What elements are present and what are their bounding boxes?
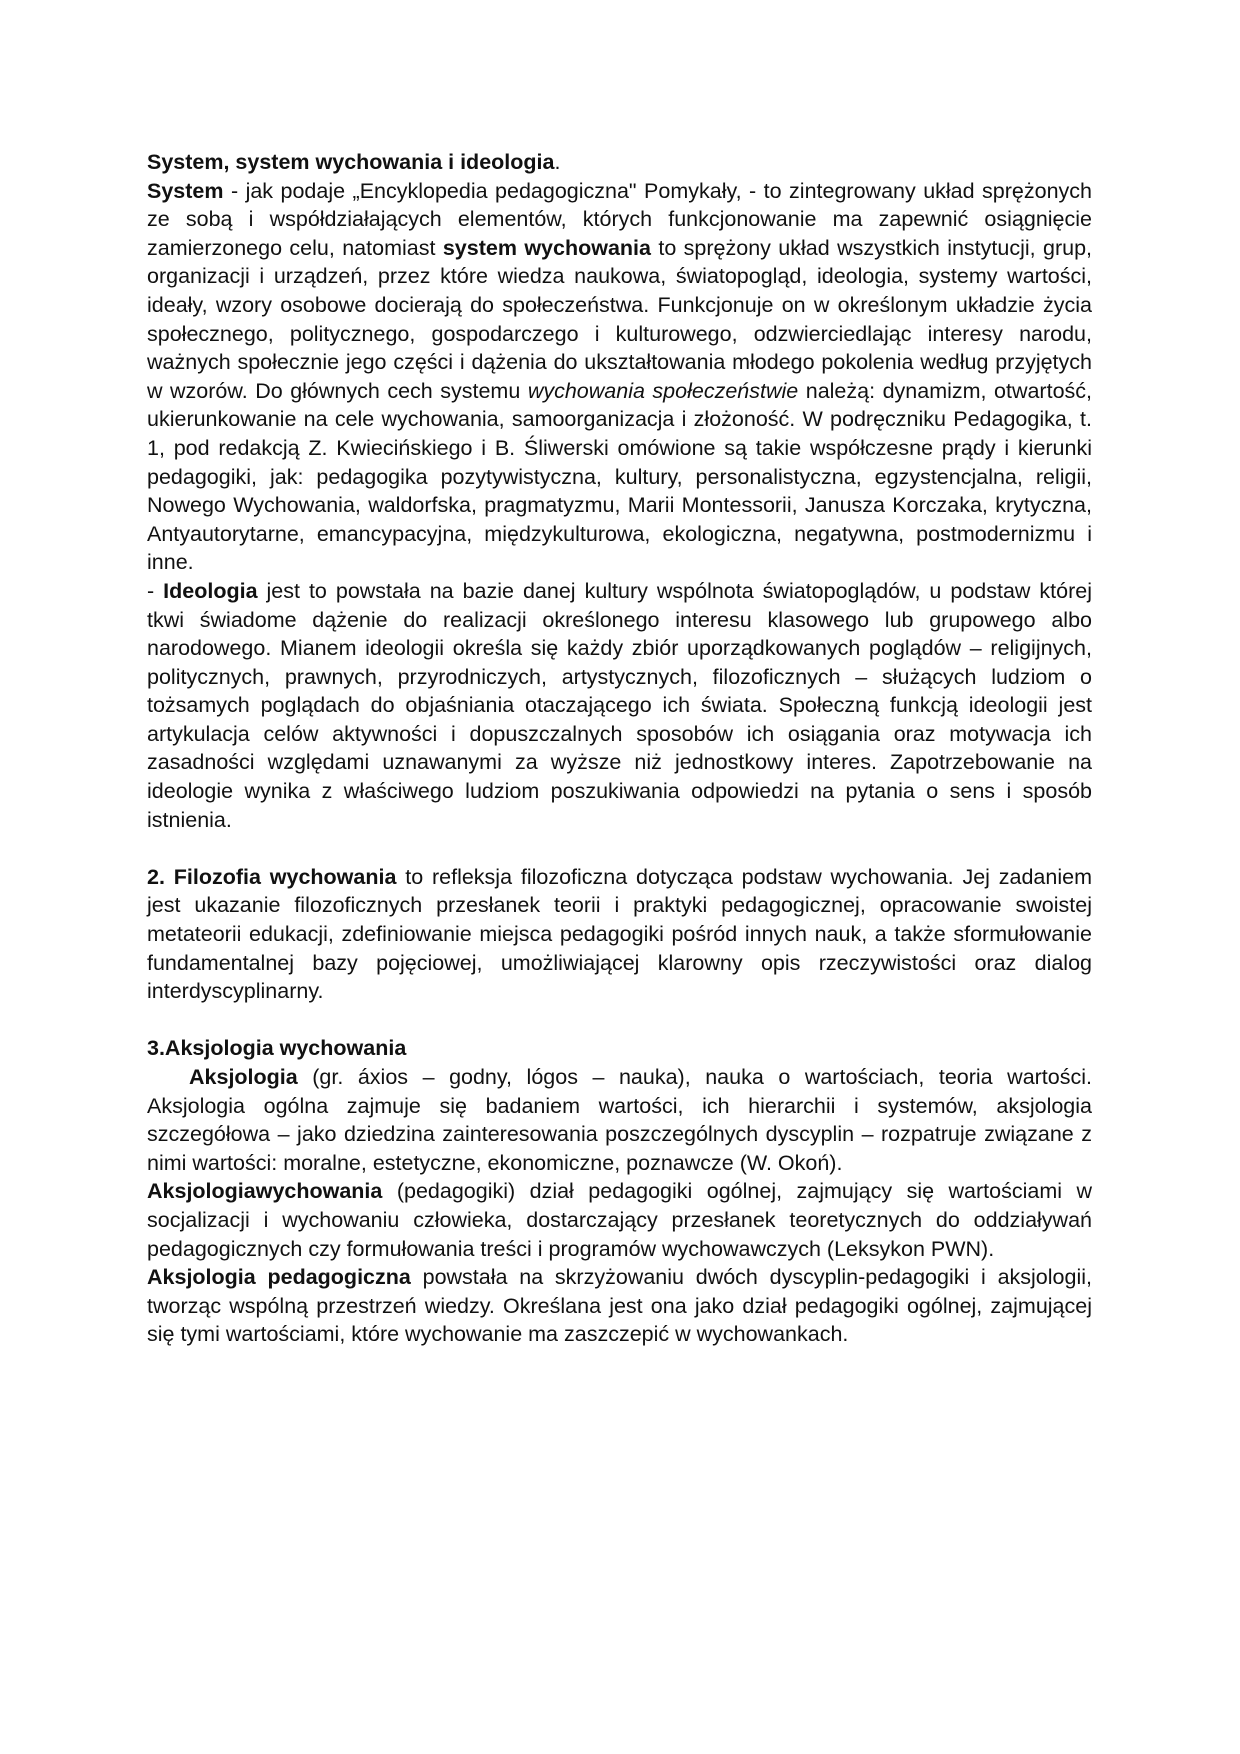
document-page [147,148,1092,1349]
term-aksjologia: Aksjologia [189,1065,298,1089]
paragraph-text: to sprężony układ wszystkich instytucji, grup, organizacji i urządzeń, przez które wiedza naukowa, światopogląd, ideologia, systemy wartości, ideały, wzory osobowe docierają do społeczeństwa. Funkcjonuje on w określonym układzie życia społecznego, politycznego, gospodarczego i kulturowego, odzwierciedlając interesy narodu, ważnych społecznie jego części i dążenia do ukształtowania młodego pokolenia według przyjętych w wzorów. Do głównych cech systemu [147,235,1092,403]
term-aksjologia-pedagogiczna: Aksjologia pedagogiczna [147,1265,411,1290]
term-system-wychowania: system wychowania [442,235,651,260]
paragraph-text: należą: dynamizm, otwartość, ukierunkowanie na cele wychowania, samoorganizacja i złożoność. W podręczniku Pedagogika, t. 1, pod redakcją Z. Kwiecińskiego i B. Śliwerski omówione są takie współczesne prądy i kierunki pedagogiki, jak: pedagogika pozytywistyczna, kultury, personalistyczna, egzystencjalna, religii, Nowego Wychowania, waldorfska, pragmatyzmu, Marii Montessorii, Janusza Korczaka, krytyczna, Antyautorytarne, emancypacyjna, międzykulturowa, ekologiczna, negatywna, postmodernizmu i inne. [147,378,1092,575]
section-2-title: 2. Filozofia wychowania [147,864,397,889]
term-ideologia: Ideologia [163,578,258,603]
paragraph-text: jest to powstała na bazie danej kultury wspólnota światopoglądów, u podstaw której tkwi świadome dążenie do realizacji określonego interesu klasowego lub grupowego albo narodowego. Mianem ideologii określa się każdy zbiór uporządkowanych poglądów – religijnych, politycznych, prawnych, przyrodniczych, artystycznych, filozoficznych – służących ludziom o tożsamych poglądach do objaśniania otaczającego ich świata. Społeczną funkcją ideologii jest artykulacja celów aktywności i dopuszczalnych sposobów ich osiągania oraz motywacja ich zasadności względami uznawanymi za wyższe niż jednostkowy interes. Zapotrzebowanie na ideologie wynika z właściwego ludziom poszukiwania odpowiedzi na pytania o sens i sposób istnienia. [147,578,1092,832]
section-1-title-dot: . [554,150,561,174]
section-3-heading [147,1034,1092,1063]
term-aksjologia-wychowania: Aksjologiawychowania [147,1179,383,1204]
list-dash: - [147,578,164,603]
paragraph-text: powstała na skrzyżowaniu dwóch dyscyplin-pedagogiki i aksjologii, tworząc wspólną przestrzeń wiedzy. Określana jest ona jako dział pedagogiki ogólnej, zajmującej się tymi wartościami, które wychowanie ma zaszczepić w wychowankach. [147,1265,1092,1347]
paragraph-text: (gr. áxios – godny, lógos – nauka), nauka o wartościach, teoria wartości. Aksjologia ogólna zajmuje się badaniem wartości, ich hierarchii i systemów, aksjologia szczegółowa – jako dziedzina zainteresowania poszczególnych dyscyplin – rozpatruje związane z nimi wartości: moralne, estetyczne, ekonomiczne, poznawcze (W. Okoń). [147,1065,1092,1175]
paragraph-aksjologia-pedagogiczna [147,1263,1092,1349]
paragraph-text: - jak podaje „Encyklopedia pedagogiczna" Pomykały, - to zintegrowany układ sprężonych ze sobą i współdziałających elementów, których funkcjonowanie ma zapewnić osiągnięcie zamierzonego celu, natomiast [147,178,1092,260]
paragraph-ideologia [147,577,1092,834]
paragraph-system [147,177,1092,577]
section-1-title: System, system wychowania i ideologia [147,150,555,174]
paragraph-filozofia-wychowania [147,863,1092,1006]
paragraph-text: (pedagogiki) dział pedagogiki ogólnej, zajmujący się wartościami w socjalizacji i wychowaniu człowieka, dostarczający przesłanek teoretycznych do oddziaływań pedagogicznych czy formułowania treści i programów wychowawczych (Leksykon PWN). [147,1179,1092,1261]
paragraph-spacer [147,1006,1092,1035]
paragraph-aksjologia [147,1063,1092,1177]
paragraph-spacer [147,834,1092,863]
italic-phrase: wychowania społeczeństwie [527,378,799,403]
section-3-title: 3.Aksjologia wychowania [147,1036,407,1061]
term-system: System [147,178,224,203]
paragraph-aksjologia-wychowania [147,1177,1092,1263]
paragraph-text: to refleksja filozoficzna dotycząca podstaw wychowania. Jej zadaniem jest ukazanie filozoficznych przesłanek teorii i praktyki pedagogicznej, opracowanie swoistej metateorii edukacji, zdefiniowanie miejsca pedagogiki pośród innych nauk, a także sformułowanie fundamentalnej bazy pojęciowej, umożliwiającej klarowny opis rzeczywistości oraz dialog interdyscyplinarny. [147,864,1092,1004]
section-1-heading [147,148,1092,177]
